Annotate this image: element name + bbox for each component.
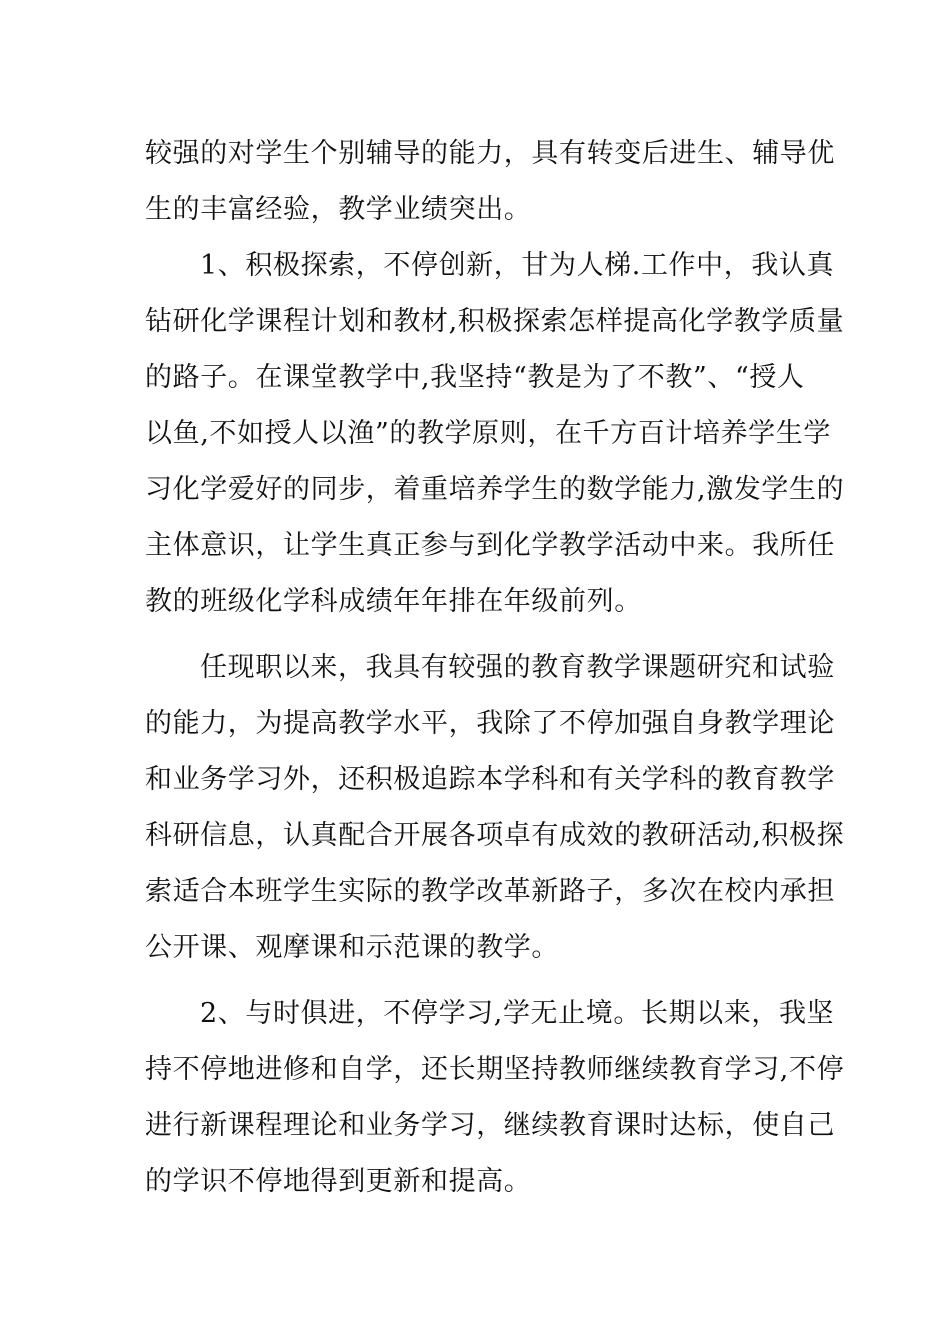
paragraph-line: 任现职以来，我具有较强的教育教学课题研究和试验 xyxy=(200,652,835,683)
paragraph-line: 进行新课程理论和业务学习，继续教育课时达标，使自己 xyxy=(145,1110,835,1141)
paragraph-line: 的路子。在课堂教学中,我坚持“教是为了不教”、“授人 xyxy=(145,362,805,393)
paragraph-line: 钻研化学课程计划和教材,积极探索怎样提高化学教学质量 xyxy=(145,306,845,337)
paragraph-line: 教的班级化学科成绩年年排在年级前列。 xyxy=(145,586,642,617)
paragraph-line: 和业务学习外，还积极追踪本学科和有关学科的教育教学 xyxy=(145,764,835,795)
paragraph-line: 较强的对学生个别辅导的能力，具有转变后进生、辅导优 xyxy=(145,138,835,169)
paragraph-line: 公开课、观摩课和示范课的教学。 xyxy=(145,932,559,963)
paragraph-line: 索适合本班学生实际的教学改革新路子，多次在校内承担 xyxy=(145,876,835,907)
paragraph-line: 的学识不停地得到更新和提高。 xyxy=(145,1166,532,1197)
paragraph-line: 2、与时俱进，不停学习,学无止境。长期以来，我坚 xyxy=(200,998,835,1029)
paragraph-line: 科研信息，认真配合开展各项卓有成效的教研活动,积极探 xyxy=(145,820,845,851)
paragraph-line: 的能力，为提高教学水平，我除了不停加强自身教学理论 xyxy=(145,708,835,739)
paragraph-line: 持不停地进修和自学，还长期坚持教师继续教育学习,不停 xyxy=(145,1054,845,1085)
paragraph-line: 主体意识，让学生真正参与到化学教学活动中来。我所任 xyxy=(145,530,835,561)
paragraph-line: 1、积极探索，不停创新，甘为人梯.工作中，我认真 xyxy=(200,250,835,281)
paragraph-line: 生的丰富经验，教学业绩突出。 xyxy=(145,194,532,225)
paragraph-line: 以鱼,不如授人以渔”的教学原则，在千方百计培养学生学 xyxy=(145,418,831,449)
paragraph-line: 习化学爱好的同步，着重培养学生的数学能力,激发学生的 xyxy=(145,474,845,505)
